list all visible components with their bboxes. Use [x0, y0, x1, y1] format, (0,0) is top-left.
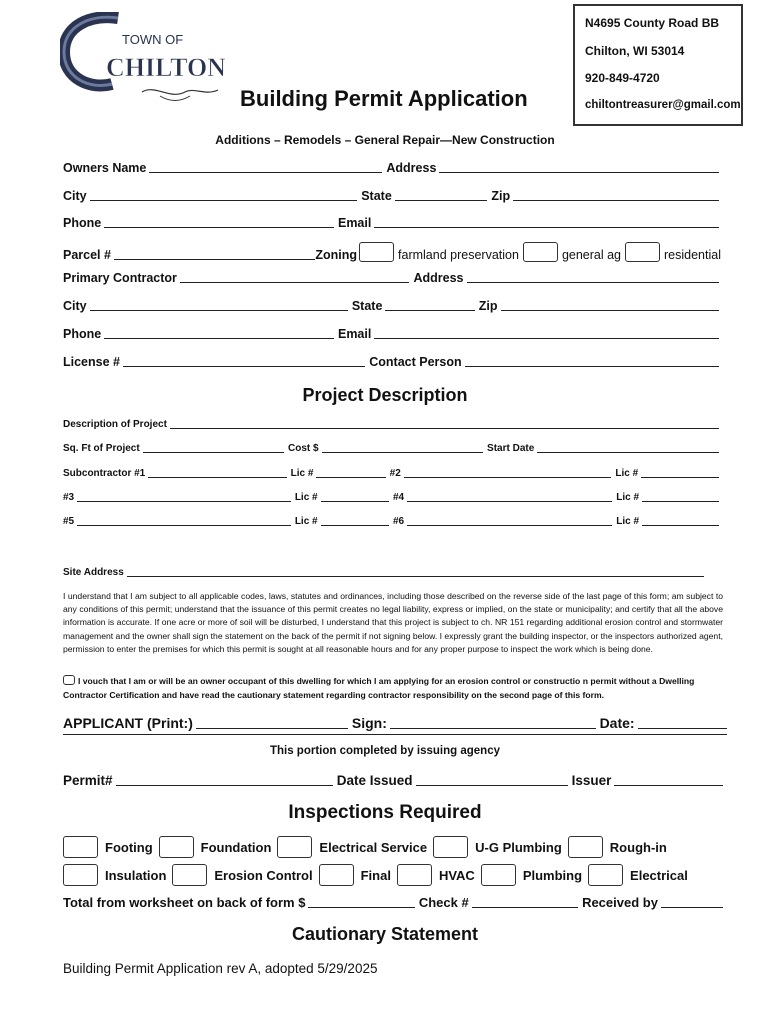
license-field[interactable] [123, 354, 365, 367]
section-divider [63, 734, 727, 735]
contractor-row [63, 270, 723, 285]
sub3-label: #3 [63, 492, 75, 503]
footing-checkbox[interactable] [63, 836, 98, 858]
electrical-service-label: Electrical Service [319, 839, 428, 855]
permit-field[interactable] [116, 771, 333, 786]
sign-label: Sign: [351, 715, 387, 731]
ug-plumbing-label: U-G Plumbing [475, 839, 562, 855]
sub2-lic-label: Lic # [615, 468, 639, 479]
contractor-zip-label: Zip [478, 299, 498, 313]
check-field[interactable] [472, 895, 578, 908]
zoning-general-ag-label: general ag [561, 248, 622, 262]
license-label: License # [63, 355, 120, 369]
office-phone: 920-849-4720 [585, 71, 660, 85]
parcel-field[interactable] [114, 247, 315, 260]
date-label: Date: [599, 715, 635, 731]
phone-field[interactable] [104, 215, 334, 228]
state-field[interactable] [395, 188, 488, 201]
contact-person-label: Contact Person [369, 355, 462, 369]
sub2-lic-field[interactable] [641, 468, 719, 478]
received-by-label: Received by [582, 895, 658, 910]
sqft-label: Sq. Ft of Project [63, 443, 140, 454]
phone-label: Phone [63, 216, 102, 230]
contractor-city-label: City [63, 299, 87, 313]
sub1-label: Subcontractor #1 [63, 468, 146, 479]
city-row [63, 188, 723, 203]
contractor-phone-row [63, 326, 723, 341]
address-label: Address [386, 161, 437, 175]
address-line2: Chilton, WI 53014 [585, 43, 685, 58]
start-date-label: Start Date [487, 443, 535, 454]
sub6-label: #6 [393, 516, 405, 527]
agency-note: This portion completed by issuing agency [269, 745, 501, 757]
sub5-lic-field[interactable] [321, 516, 389, 526]
date-issued-field[interactable] [416, 771, 568, 786]
zoning-farmland-label: farmland preservation [398, 248, 519, 262]
contact-info-box [573, 4, 743, 126]
sub4-label: #4 [393, 492, 405, 503]
contractor-phone-field[interactable] [104, 326, 334, 339]
sqft-row [63, 443, 723, 454]
sqft-field[interactable] [143, 443, 284, 453]
inspections-heading: Inspections Required [288, 802, 482, 823]
vouch-text: I vouch that I am or will be an owner occupant of this dwelling for which I am applying for an erosion control or constructio n permit without a Dwelling Contractor Certification and have read the cautionary statement regarding contractor responsibility on the second page of this form. [63, 676, 695, 700]
sub-row-3 [63, 516, 723, 527]
final-label: Final [360, 867, 391, 883]
sub3-lic-field[interactable] [321, 492, 389, 502]
final-checkbox[interactable] [319, 864, 354, 886]
contractor-email-label: Email [337, 327, 372, 341]
site-address-row [63, 567, 708, 578]
contractor-email-field[interactable] [374, 326, 719, 339]
contractor-zip-field[interactable] [501, 298, 719, 311]
sub6-field[interactable] [407, 516, 612, 526]
zoning-farmland-checkbox[interactable] [359, 242, 394, 262]
contractor-city-row [63, 298, 723, 313]
foundation-label: Foundation [200, 839, 272, 855]
page-subtitle: Additions – Remodels – General Repair—New Construction [215, 133, 555, 147]
state-label: State [361, 189, 392, 203]
start-date-field[interactable] [537, 443, 719, 453]
agreement-paragraph: I understand that I am subject to all applicable codes, laws, statutes and ordinances, including those described on the reverse side of the last page of this form; am subject to any conditions of this permit; understand that the issuance of this permit creates no legal liability, express or implied, on the state or municipality; and certify that all the above information is accurate. If one acre or more of soil will be disturbed, I understand that this project is subject to ch. NR 151 regarding additional erosion control and stormwater management and the owner shall sign the statement on the back of the permit if not signing below. I expressly grant the building inspector, or the inspectors authorized agent, permission to enter the premises for which this permit is sought at all reasonable hours and for any proper purpose to inspect the work which is being done. [63, 591, 723, 654]
sub5-lic-label: Lic # [294, 516, 318, 527]
insulation-label: Insulation [105, 867, 167, 883]
office-email: chiltontreasurer@gmail.com [585, 98, 741, 111]
town-logo [60, 12, 225, 107]
date-field[interactable] [638, 714, 727, 729]
page-title: Building Permit Application [240, 86, 528, 111]
hvac-label: HVAC [438, 867, 475, 883]
date-issued-label: Date Issued [336, 773, 413, 788]
contact-person-field[interactable] [465, 354, 719, 367]
insulation-checkbox[interactable] [63, 864, 98, 886]
sub1-lic-label: Lic # [290, 468, 314, 479]
zoning-residential-checkbox[interactable] [625, 242, 660, 262]
permit-row [63, 771, 723, 788]
electrical-label: Electrical [630, 867, 688, 883]
vouch-statement [63, 675, 723, 702]
cautionary-heading: Cautionary Statement [291, 924, 479, 944]
sub4-lic-label: Lic # [616, 492, 640, 503]
ug-plumbing-checkbox[interactable] [433, 836, 468, 858]
zoning-residential-label: residential [664, 248, 721, 262]
inspections-row-2 [63, 864, 694, 886]
erosion-control-label: Erosion Control [214, 867, 313, 883]
rough-in-label: Rough-in [609, 839, 667, 855]
owner-row [63, 160, 723, 175]
zoning-general-ag-checkbox[interactable] [523, 242, 558, 262]
permit-label: Permit# [63, 773, 113, 788]
plumbing-label: Plumbing [522, 867, 583, 883]
primary-contractor-field[interactable] [180, 270, 410, 283]
sub4-lic-field[interactable] [642, 492, 719, 502]
contractor-address-label: Address [413, 271, 464, 285]
site-address-field[interactable] [127, 567, 704, 577]
zip-field[interactable] [513, 188, 719, 201]
logo-town-text: TOWN OF [122, 32, 184, 47]
contractor-address-field[interactable] [467, 270, 720, 283]
owners-name-label: Owners Name [63, 161, 147, 175]
zip-label: Zip [491, 189, 511, 203]
electrical-service-checkbox[interactable] [277, 836, 312, 858]
plumbing-checkbox[interactable] [481, 864, 516, 886]
description-row [63, 419, 723, 430]
sub-row-1 [63, 468, 723, 479]
contractor-city-field[interactable] [90, 298, 348, 311]
cost-label: Cost $ [287, 443, 319, 454]
email-label: Email [337, 216, 372, 230]
sub3-lic-label: Lic # [294, 492, 318, 503]
sub6-lic-field[interactable] [642, 516, 719, 526]
applicant-field[interactable] [196, 714, 348, 729]
inspections-row-1 [63, 836, 673, 858]
project-description-heading: Project Description [302, 385, 468, 405]
description-label: Description of Project [63, 419, 167, 430]
sub6-lic-label: Lic # [616, 516, 640, 527]
applicant-row [63, 714, 727, 731]
sub2-label: #2 [389, 468, 401, 479]
sub5-field[interactable] [77, 516, 291, 526]
logo-name-text: CHILTON [106, 53, 225, 82]
sub2-field[interactable] [404, 468, 612, 478]
sub5-label: #5 [63, 516, 75, 527]
hvac-checkbox[interactable] [397, 864, 432, 886]
total-row [63, 895, 723, 910]
email-field[interactable] [374, 215, 719, 228]
contractor-state-label: State [351, 299, 383, 313]
footer-text: Building Permit Application rev A, adopted 5/29/2025 [63, 961, 378, 976]
sub-row-2 [63, 492, 723, 503]
sub3-field[interactable] [77, 492, 291, 502]
sign-field[interactable] [390, 714, 596, 729]
cost-field[interactable] [322, 443, 484, 453]
zoning-label: Zoning [315, 248, 358, 262]
applicant-label: APPLICANT (Print:) [63, 715, 193, 731]
erosion-control-checkbox[interactable] [172, 864, 207, 886]
owners-name-field[interactable] [149, 160, 382, 173]
total-field[interactable] [308, 895, 414, 908]
vouch-checkbox[interactable] [63, 675, 75, 685]
issuer-field[interactable] [614, 771, 723, 786]
contractor-phone-label: Phone [63, 327, 102, 341]
sub1-lic-field[interactable] [316, 468, 385, 478]
sub1-field[interactable] [148, 468, 286, 478]
electrical-checkbox[interactable] [588, 864, 623, 886]
primary-contractor-label: Primary Contractor [63, 271, 177, 285]
foundation-checkbox[interactable] [159, 836, 194, 858]
footing-label: Footing [105, 839, 153, 855]
site-address-label: Site Address [63, 567, 124, 578]
parcel-row [63, 242, 723, 262]
address-line1: N4695 County Road BB [585, 16, 720, 30]
contractor-state-field[interactable] [385, 298, 474, 311]
address-field[interactable] [439, 160, 719, 173]
check-label: Check # [418, 895, 469, 910]
issuer-label: Issuer [571, 773, 612, 788]
sub4-field[interactable] [407, 492, 612, 502]
parcel-label: Parcel # [63, 248, 111, 262]
city-field[interactable] [90, 188, 358, 201]
license-row [63, 354, 723, 369]
rough-in-checkbox[interactable] [568, 836, 603, 858]
total-label: Total from worksheet on back of form $ [63, 895, 306, 910]
received-by-field[interactable] [661, 895, 723, 908]
phone-row [63, 215, 723, 230]
description-field[interactable] [170, 419, 719, 429]
city-label: City [63, 189, 87, 203]
